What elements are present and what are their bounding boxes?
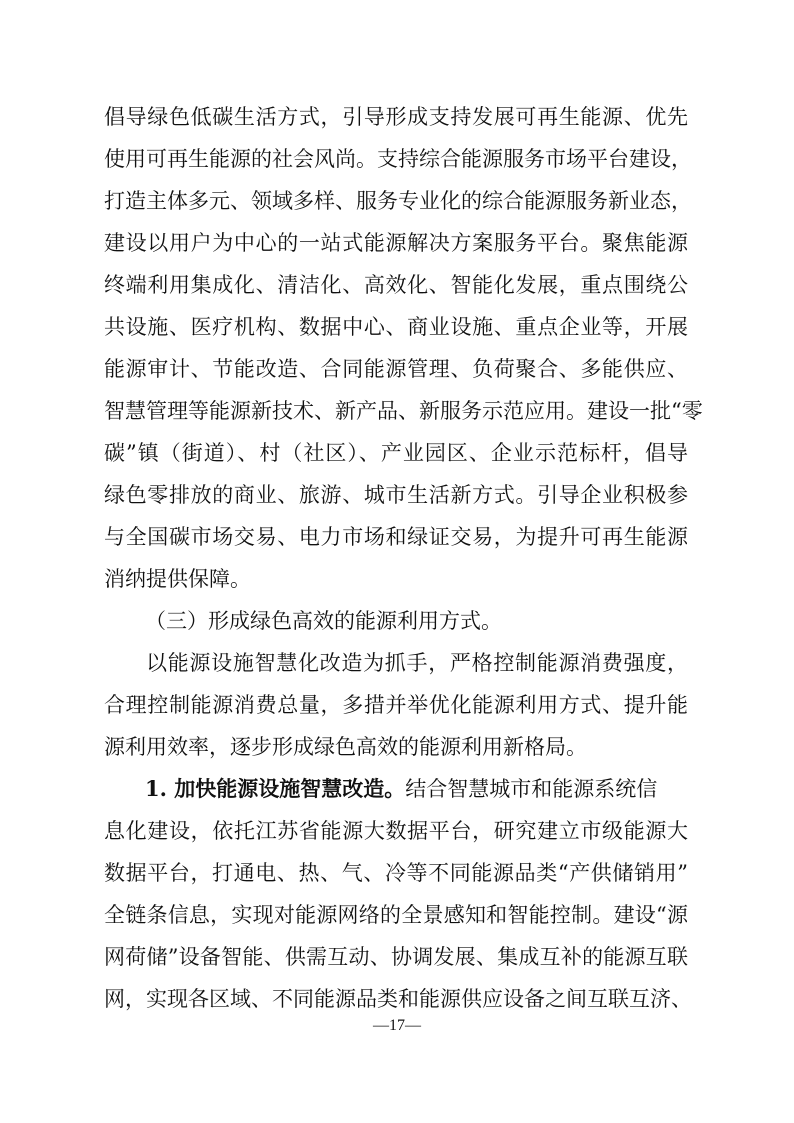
- paragraph-line: 源利用效率，逐步形成绿色高效的能源利用新格局。: [104, 735, 587, 759]
- subsection-heading: 1. 加快能源设施智慧改造。: [145, 776, 406, 801]
- paragraph-line: 碳”镇（街道）、村（社区）、产业园区、企业示范标杆，倡导: [104, 441, 688, 465]
- paragraph-line: 建设以用户为中心的一站式能源解决方案服务平台。聚焦能源: [104, 231, 688, 255]
- paragraph-line: 使用可再生能源的社会风尚。支持综合能源服务市场平台建设，: [104, 147, 692, 171]
- paragraph-line: 消纳提供保障。: [104, 567, 251, 591]
- paragraph-line: 倡导绿色低碳生活方式，引导形成支持发展可再生能源、优先: [104, 105, 688, 129]
- paragraph-first-line: [145, 775, 688, 803]
- paragraph-line: 打造主体多元、领域多样、服务专业化的综合能源服务新业态，: [104, 189, 692, 213]
- paragraph-line-rest: 结合智慧城市和能源系统信: [405, 777, 658, 801]
- page-number: —17—: [373, 1017, 421, 1034]
- paragraph-line: 共设施、医疗机构、数据中心、商业设施、重点企业等，开展: [104, 315, 688, 339]
- paragraph-line: 能源审计、节能改造、合同能源管理、负荷聚合、多能供应、: [104, 357, 688, 381]
- section-heading: （三）形成绿色高效的能源利用方式。: [145, 609, 502, 633]
- paragraph-line: 绿色零排放的商业、旅游、城市生活新方式。引导企业积极参: [104, 483, 688, 507]
- paragraph-line: 终端利用集成化、清洁化、高效化、智能化发展，重点围绕公: [104, 273, 688, 297]
- paragraph-line: 智慧管理等能源新技术、新产品、新服务示范应用。建设一批“零: [104, 399, 703, 423]
- paragraph-line: 合理控制能源消费总量，多措并举优化能源利用方式、提升能: [104, 693, 688, 717]
- paragraph-line: 数据平台，打通电、热、气、冷等不同能源品类“产供储销用”: [104, 861, 688, 885]
- paragraph-line: 以能源设施智慧化改造为抓手，严格控制能源消费强度，: [146, 651, 688, 675]
- paragraph-line: 全链条信息，实现对能源网络的全景感知和智能控制。建设“源: [104, 903, 688, 927]
- paragraph-line: 息化建设，依托江苏省能源大数据平台，研究建立市级能源大: [104, 819, 688, 843]
- paragraph-line: 与全国碳市场交易、电力市场和绿证交易，为提升可再生能源: [104, 525, 688, 549]
- paragraph-line: 网荷储”设备智能、供需互动、协调发展、集成互补的能源互联: [104, 945, 688, 969]
- paragraph-line: 网，实现各区域、不同能源品类和能源供应设备之间互联互济、: [104, 987, 692, 1011]
